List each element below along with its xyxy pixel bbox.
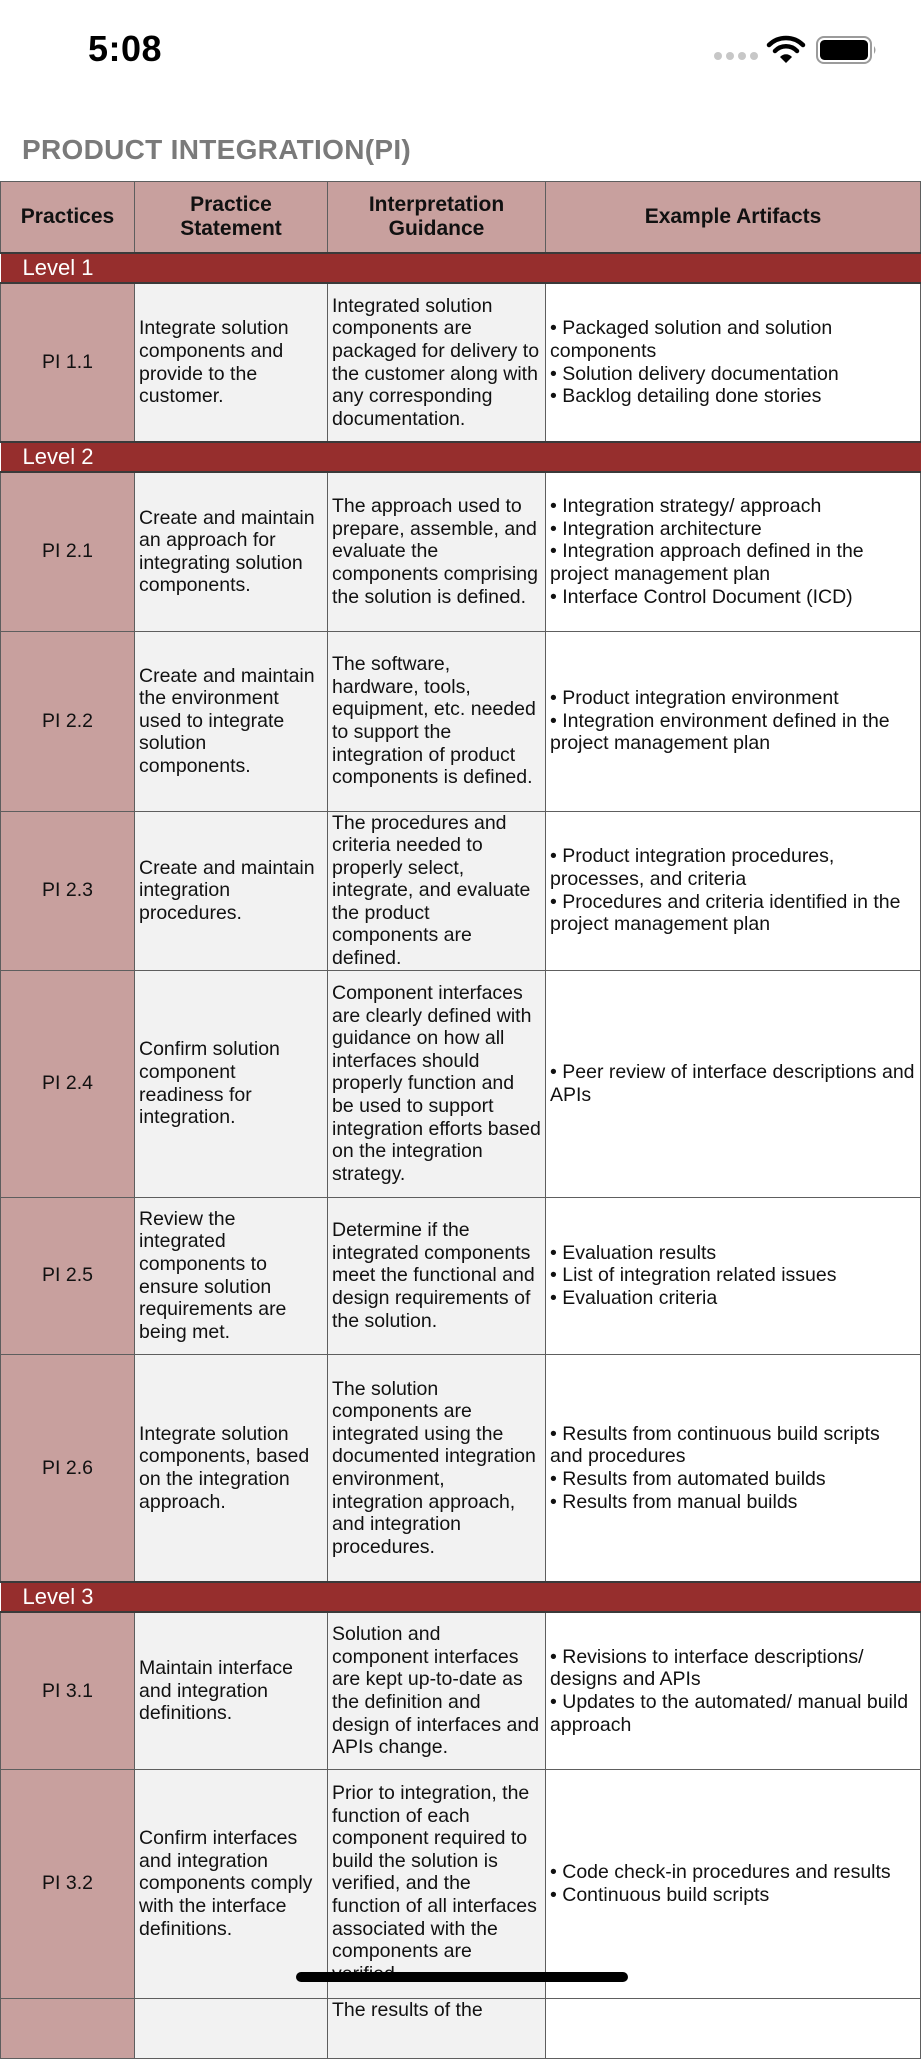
interpretation-guidance-cell: Integrated solution components are packaged for delivery to the customer along with any corresponding documentation.	[328, 283, 546, 442]
artifact-item: • Integration approach defined in the project management plan	[550, 540, 864, 586]
practice-statement-cell: Create and maintain the environment used to integrate solution components.	[135, 631, 328, 811]
table-row	[1, 970, 921, 1197]
example-artifacts-cell	[546, 1197, 921, 1354]
home-indicator[interactable]	[296, 1972, 628, 1982]
artifact-item: • Procedures and criteria identified in the project management plan	[550, 890, 901, 936]
battery-icon	[816, 36, 878, 64]
page-title: PRODUCT INTEGRATION(PI)	[22, 134, 412, 165]
table-row	[1, 283, 921, 442]
example-artifacts-cell	[546, 1354, 921, 1582]
interpretation-guidance-cell: The solution components are integrated using the documented integration environment, integration approach, and integration procedures.	[328, 1354, 546, 1582]
level-label: Level 1	[1, 253, 921, 283]
level-header-row	[1, 1582, 921, 1612]
example-artifacts-cell	[546, 1769, 921, 1998]
table-row	[1, 472, 921, 631]
status-bar	[0, 0, 924, 100]
table-row	[1, 1769, 921, 1998]
artifact-item: • Integration strategy/ approach	[550, 495, 822, 518]
table-row	[1, 1998, 921, 2058]
table-row	[1, 631, 921, 811]
interpretation-guidance-cell: Prior to integration, the function of each component required to build the solution is verified, and the function of all interfaces associated with the components are	[328, 1769, 546, 1998]
artifact-item: • List of integration related issues	[550, 1264, 837, 1287]
interpretation-guidance-cell: Solution and component interfaces are kept up-to-date as the definition and design of interfaces and APIs change.	[328, 1612, 546, 1769]
practice-statement-cell: Maintain interface and integration definitions.	[135, 1612, 328, 1769]
practice-id-cell: PI 2.6	[1, 1354, 135, 1582]
interpretation-guidance-cell: The procedures and criteria needed to properly select, integrate, and evaluate the product components are defined.	[328, 811, 546, 970]
artifact-item: • Evaluation criteria	[550, 1286, 718, 1309]
artifact-item: • Product integration procedures, processes, and criteria	[550, 845, 835, 890]
header-practice-statement: Practice Statement	[135, 182, 328, 254]
table-row	[1, 1197, 921, 1354]
practice-id-cell: PI 1.1	[1, 283, 135, 442]
practice-id-cell: PI 2.3	[1, 811, 135, 970]
example-artifacts-cell	[546, 283, 921, 442]
artifact-item: • Peer review of interface descriptions and APIs	[550, 1061, 915, 1106]
level-label: Level 2	[1, 442, 921, 472]
practice-id-cell: PI 2.4	[1, 970, 135, 1197]
artifact-item: • Updates to the automated/ manual build approach	[550, 1690, 909, 1736]
practice-id-cell: PI 3.1	[1, 1612, 135, 1769]
artifact-item: • Integration environment defined in the project management plan	[550, 709, 890, 755]
table-row	[1, 811, 921, 970]
interpretation-guidance-cell: The results of the	[328, 1998, 546, 2058]
practice-statement-cell: Integrate solution components and provide to the customer.	[135, 283, 328, 442]
practice-statement-cell	[135, 1998, 328, 2058]
interpretation-guidance-cell: Component interfaces are clearly defined with guidance on how all interfaces should properly function and be used to support integration efforts based on the integration strategy.	[328, 970, 546, 1197]
artifact-item: • Interface Control Document (ICD)	[550, 585, 853, 608]
artifact-item: • Integration architecture	[550, 517, 762, 540]
interpretation-guidance-cell: Determine if the integrated components meet the functional and design requirements of the solution.	[328, 1197, 546, 1354]
artifact-item: • Evaluation results	[550, 1241, 717, 1264]
level-header-row	[1, 442, 921, 472]
example-artifacts-cell	[546, 1998, 921, 2058]
practice-statement-cell: Confirm interfaces and integration components comply with the interface definitions.	[135, 1769, 328, 1998]
artifact-item: • Revisions to interface descriptions/ designs and APIs	[550, 1645, 864, 1691]
artifact-item: • Backlog detailing done stories	[550, 385, 822, 408]
interpretation-guidance-cell: The software, hardware, tools, equipment, etc. needed to support the integration of product components is defined.	[328, 631, 546, 811]
wifi-icon	[766, 34, 806, 64]
artifact-item: • Product integration environment	[550, 687, 839, 710]
example-artifacts-cell	[546, 631, 921, 811]
table-row	[1, 1612, 921, 1769]
header-example-artifacts: Example Artifacts	[546, 182, 921, 254]
level-header-row	[1, 253, 921, 283]
practice-id-cell: PI 2.2	[1, 631, 135, 811]
table-body	[1, 253, 921, 2058]
header-practices: Practices	[1, 182, 135, 254]
artifact-item: • Code check-in procedures and results	[550, 1861, 891, 1884]
level-label: Level 3	[1, 1582, 921, 1612]
practice-id-cell: PI 3.2	[1, 1769, 135, 1998]
practice-id-cell: PI 2.1	[1, 472, 135, 631]
practices-table	[0, 181, 921, 2059]
example-artifacts-cell	[546, 472, 921, 631]
practice-statement-cell: Review the integrated components to ensure solution requirements are being met.	[135, 1197, 328, 1354]
artifact-item: • Packaged solution and solution components	[550, 317, 833, 362]
artifact-item: • Results from automated builds	[550, 1467, 826, 1490]
artifact-item: • Continuous build scripts	[550, 1883, 770, 1906]
cellular-signal-icon	[714, 52, 758, 60]
artifact-item: • Results from manual builds	[550, 1490, 798, 1513]
artifact-item: • Results from continuous build scripts and procedures	[550, 1422, 880, 1468]
table-row	[1, 1354, 921, 1582]
example-artifacts-cell	[546, 970, 921, 1197]
practice-statement-cell: Integrate solution components, based on the integration approach.	[135, 1354, 328, 1582]
header-interpretation-guidance: Interpretation Guidance	[328, 182, 546, 254]
practice-statement-cell: Create and maintain integration procedures.	[135, 811, 328, 970]
practice-statement-cell: Create and maintain an approach for integrating solution components.	[135, 472, 328, 631]
practice-statement-cell: Confirm solution component readiness for integration.	[135, 970, 328, 1197]
artifact-item: • Solution delivery documentation	[550, 362, 839, 385]
practice-id-cell	[1, 1998, 135, 2058]
example-artifacts-cell	[546, 811, 921, 970]
practice-id-cell: PI 2.5	[1, 1197, 135, 1354]
table-header-row	[1, 182, 921, 254]
interpretation-guidance-cell: The approach used to prepare, assemble, and evaluate the components comprising the solution is defined.	[328, 472, 546, 631]
practices-table-container[interactable]	[0, 181, 920, 2059]
status-time: 5:08	[88, 28, 163, 69]
example-artifacts-cell	[546, 1612, 921, 1769]
